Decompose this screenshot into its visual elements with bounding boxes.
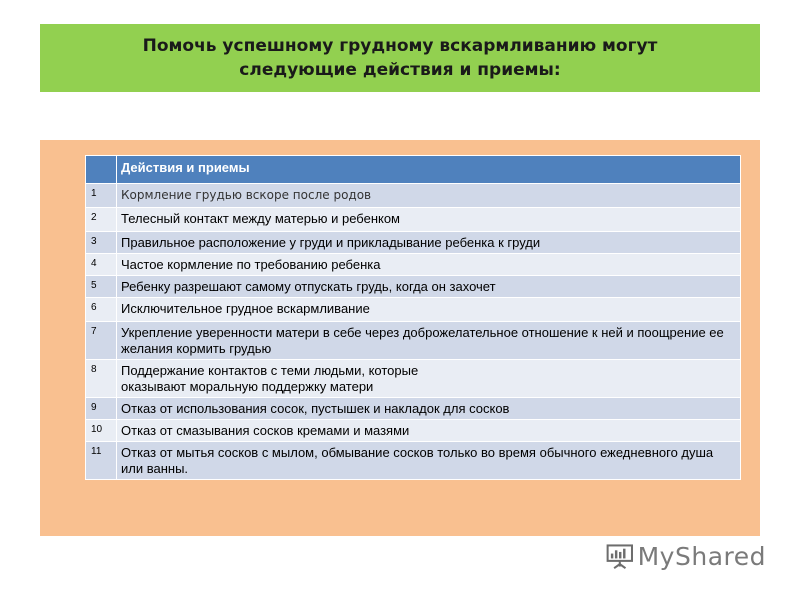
row-number: 5	[86, 276, 117, 298]
row-text: Кормление грудью вскоре после родов	[117, 184, 741, 208]
table-row	[86, 420, 741, 442]
row-text: Поддержание контактов с теми людьми, которые оказывают моральную поддержку матери	[117, 360, 741, 398]
row-text: Отказ от мытья сосков с мылом, обмывание сосков только во время обычного ежедневного душа или ванны.	[117, 442, 741, 480]
table-row	[86, 442, 741, 480]
row-number: 6	[86, 298, 117, 322]
row-number: 11	[86, 442, 117, 480]
row-text: Телесный контакт между матерью и ребенком	[117, 208, 741, 232]
table-row	[86, 232, 741, 254]
slide-title-line-2: следующие действия и приемы:	[239, 60, 561, 80]
row-text: Отказ от смазывания сосков кремами и мазями	[117, 420, 741, 442]
row-number: 1	[86, 184, 117, 208]
row-number: 4	[86, 254, 117, 276]
table-row	[86, 298, 741, 322]
row-number: 2	[86, 208, 117, 232]
row-text: Отказ от использования сосок, пустышек и накладок для сосков	[117, 398, 741, 420]
table-row	[86, 398, 741, 420]
row-text: Исключительное грудное вскармливание	[117, 298, 741, 322]
row-number: 7	[86, 322, 117, 360]
header-label-cell: Действия и приемы	[117, 156, 741, 184]
slide-title-line-1: Помочь успешному грудному вскармливанию могут	[142, 36, 658, 56]
table-row	[86, 254, 741, 276]
table-row	[86, 322, 741, 360]
table-header-row	[86, 156, 741, 184]
watermark-text: MyShared	[637, 541, 766, 571]
row-number: 10	[86, 420, 117, 442]
title-banner	[40, 24, 760, 92]
row-text: Частое кормление по требованию ребенка	[117, 254, 741, 276]
row-number: 3	[86, 232, 117, 254]
row-text: Правильное расположение у груди и прикладывание ребенка к груди	[117, 232, 741, 254]
table-row	[86, 360, 741, 398]
row-number: 8	[86, 360, 117, 398]
table-row	[86, 208, 741, 232]
myshared-logo	[606, 538, 766, 574]
presentation-board-icon	[606, 539, 634, 573]
header-number-cell	[86, 156, 117, 184]
table-row	[86, 184, 741, 208]
actions-table	[85, 155, 741, 480]
row-number: 9	[86, 398, 117, 420]
table-row	[86, 276, 741, 298]
slide-title	[143, 34, 658, 82]
row-text: Укрепление уверенности матери в себе через доброжелательное отношение к ней и поощрение ее желания кормить грудью	[117, 322, 741, 360]
row-text: Ребенку разрешают самому отпускать грудь, когда он захочет	[117, 276, 741, 298]
